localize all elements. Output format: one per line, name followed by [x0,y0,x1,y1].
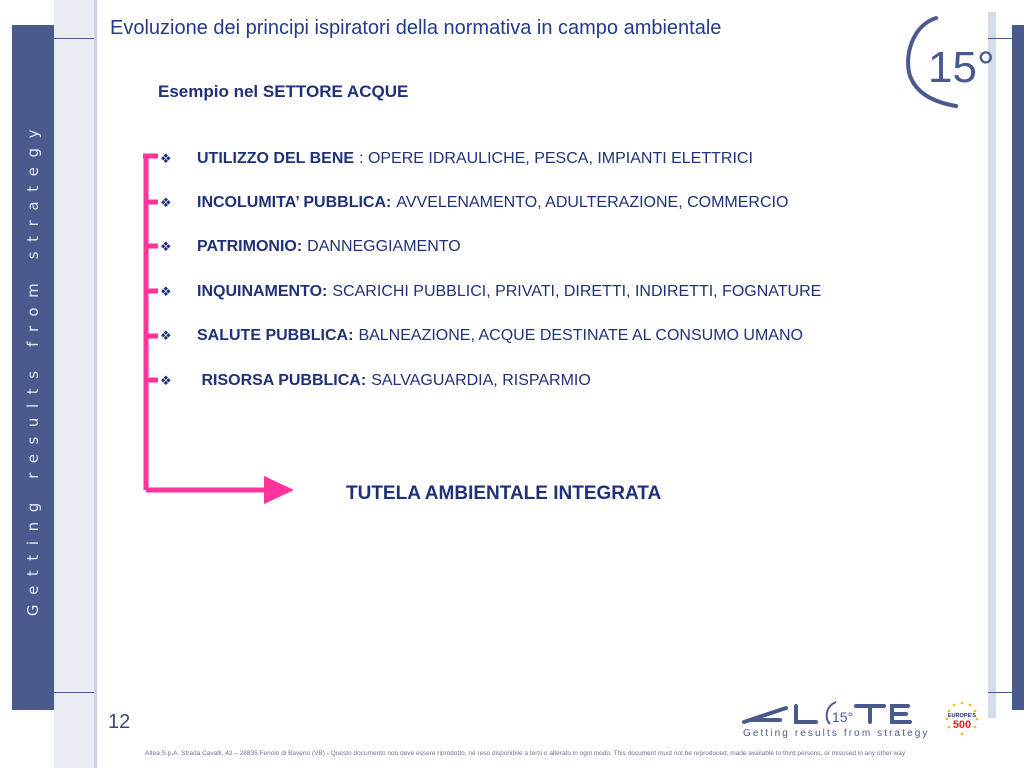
list-item [160,282,821,302]
left-divider [94,0,97,768]
header-logo [900,12,995,108]
list-item [160,326,803,346]
page-title: Evoluzione dei principi ispiratori della normativa in campo ambientale [110,17,722,39]
page-subtitle: Esempio nel SETTORE ACQUE [158,82,409,101]
list-item [160,149,753,169]
diamond-bullet-icon: ❖ [160,328,172,343]
right-band [1012,25,1024,710]
sidebar-vertical-text: Getting results from strategy [24,119,42,617]
europe-500-badge-icon [944,700,980,736]
list-item [160,193,788,213]
item-key: UTILIZZO DEL BENE [197,150,355,167]
diamond-bullet-icon: ❖ [160,151,172,166]
footer-brand-mark: 15° [832,709,854,725]
item-value: BALNEAZIONE, ACQUE DESTINATE AL CONSUMO UMANO [358,327,803,344]
list-item [160,371,591,391]
item-key: INCOLUMITA’ PUBBLICA: [197,194,392,211]
brand-letter-e [892,706,910,722]
footer-disclaimer: Altea S.p.A. Strada Cavalli, 42 – 28835 Feriolo di Baveno (VB) - Questo documento non deve essere riprodotto, né reso disponibile a terzi o alterato in ogni modo. This document must not be reproduced, made available to third persons, or misused in any other way [145,750,906,757]
bottom-rule-left [54,692,94,693]
diamond-bullet-icon: ❖ [160,239,172,254]
diamond-bullet-icon: ❖ [160,284,172,299]
diamond-bullet-icon: ❖ [160,195,172,210]
footer-tagline: Getting results from strategy [743,728,930,739]
item-value: AVVELENAMENTO, ADULTERAZIONE, COMMERCIO [396,194,789,211]
top-rule-left [54,38,94,39]
top-rule-right [988,38,1012,39]
brand-letter-t [856,706,884,722]
brand-letter-l [796,706,816,722]
item-value: SALVAGUARDIA, RISPARMIO [371,372,591,389]
right-divider [988,12,996,718]
item-key: RISORSA PUBBLICA: [197,372,367,389]
item-key: PATRIMONIO: [197,238,303,255]
diamond-bullet-icon: ❖ [160,373,172,388]
bottom-rule-right [988,692,1012,693]
header-logo-text: 15° [928,43,995,92]
arrow-head [264,476,294,504]
list-item [160,237,461,257]
page-number: 12 [108,711,131,733]
sidebar-texture [54,0,94,768]
item-key: INQUINAMENTO: [197,283,328,300]
item-value: DANNEGGIAMENTO [307,238,461,255]
item-value: SCARICHI PUBBLICI, PRIVATI, DIRETTI, INDIRETTI, FOGNATURE [332,283,822,300]
item-value: : OPERE IDRAULICHE, PESCA, IMPIANTI ELETTRICI [359,150,753,167]
badge-top-text: EUROPE'S [947,713,977,719]
badge-number-text: 500 [952,719,972,731]
item-key: SALUTE PUBBLICA: [197,327,354,344]
result-heading: TUTELA AMBIENTALE INTEGRATA [346,483,662,504]
